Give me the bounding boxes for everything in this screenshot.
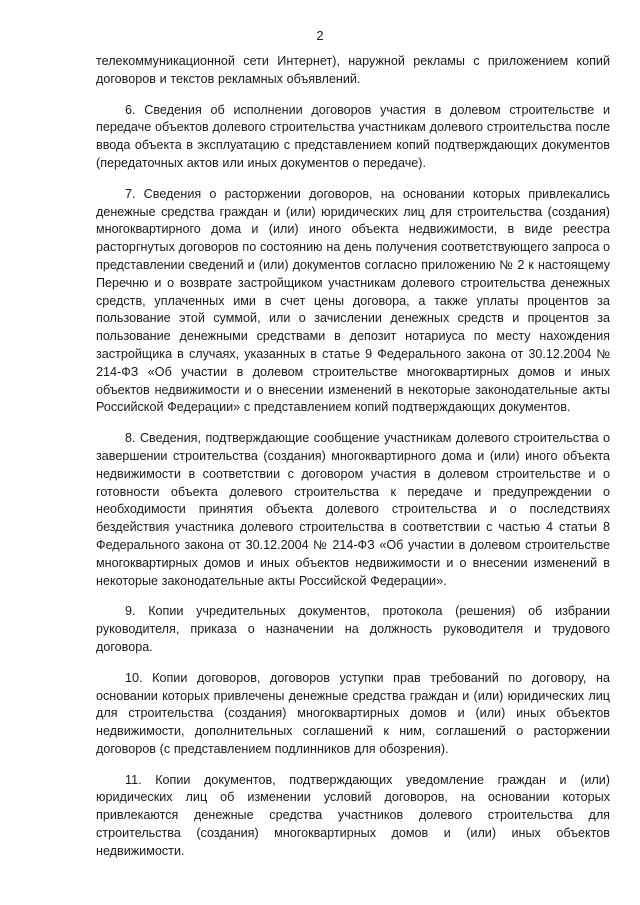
paragraph-continuation: телекоммуникационной сети Интернет), наружной рекламы с приложением копий договоров и текстов рекламных объявлений. xyxy=(96,54,610,86)
document-body xyxy=(96,53,610,861)
paragraph-item-11: 11. Копии документов, подтверждающих уведомление граждан и (или) юридических лиц об изменении условий договоров, на основании которых привлекаются денежные средства участников долевого строительства для строительства (создания) многоквартирных домов и (или) иных объектов недвижимости. xyxy=(96,772,610,858)
paragraph-item-8: 8. Сведения, подтверждающие сообщение участникам долевого строительства о завершении строительства (создания) многоквартирного дома и (или) иного объекта недвижимости в соответствии с договором участия в долевом строительстве и о готовности объекта долевого строительства к передаче и предупреждении о необходимости принятия объекта долевого строительства и о последствиях бездействия участника долевого строительства в соответствии с частью 4 статьи 8 Федерального закона от 30.12.2004 № 214-ФЗ «Об участии в долевом строительстве многоквартирных домов и иных объектов недвижимости и о внесении изменений в некоторые законодательные акты Российской Федерации». xyxy=(96,431,610,588)
paragraph-item-9: 9. Копии учредительных документов, протокола (решения) об избрании руководителя, приказа о назначении на должность руководителя и трудового договора. xyxy=(96,604,610,654)
paragraph-item-10: 10. Копии договоров, договоров уступки прав требований по договору, на основании которых привлечены денежные средства граждан и (или) юридических лиц для строительства (создания) многоквартирных домов и (или) иных объектов недвижимости, дополнительных соглашений к ним, соглашений о расторжении договоров (с представлением подлинников для обозрения). xyxy=(96,670,610,756)
paragraph-item-7: 7. Сведения о расторжении договоров, на основании которых привлекались денежные средства граждан и (или) юридических лиц для строительства (создания) многоквартирного дома и (или) иного объекта недвижимости, в виде реестра расторгнутых договоров по состоянию на день получения соответствующего запроса о представлении сведений и (или) документов согласно приложению № 2 к настоящему Перечню и о возврате застройщиком участникам долевого строительства денежных средств, уплаченных ими в счет цены договора, а также уплаты процентов за пользование этой суммой, или о зачислении денежных средств и процентов за пользование денежными средствами в депозит нотариуса по месту нахождения застройщика в случаях, указанных в статье 9 Федерального закона от 30.12.2004 № 214-ФЗ «Об участии в долевом строительстве многоквартирных домов и иных объектов недвижимости и о внесении изменений в некоторые законодательные акты Российской Федерации» с представлением копий подтверждающих документов. xyxy=(96,186,610,415)
paragraph-item-6: 6. Сведения об исполнении договоров участия в долевом строительстве и передаче объектов долевого строительства участникам долевого строительства после ввода объекта в эксплуатацию с представлением копий подтверждающих документов (передаточных актов или иных документов о передаче). xyxy=(96,102,610,170)
page-number: 2 xyxy=(316,28,324,43)
